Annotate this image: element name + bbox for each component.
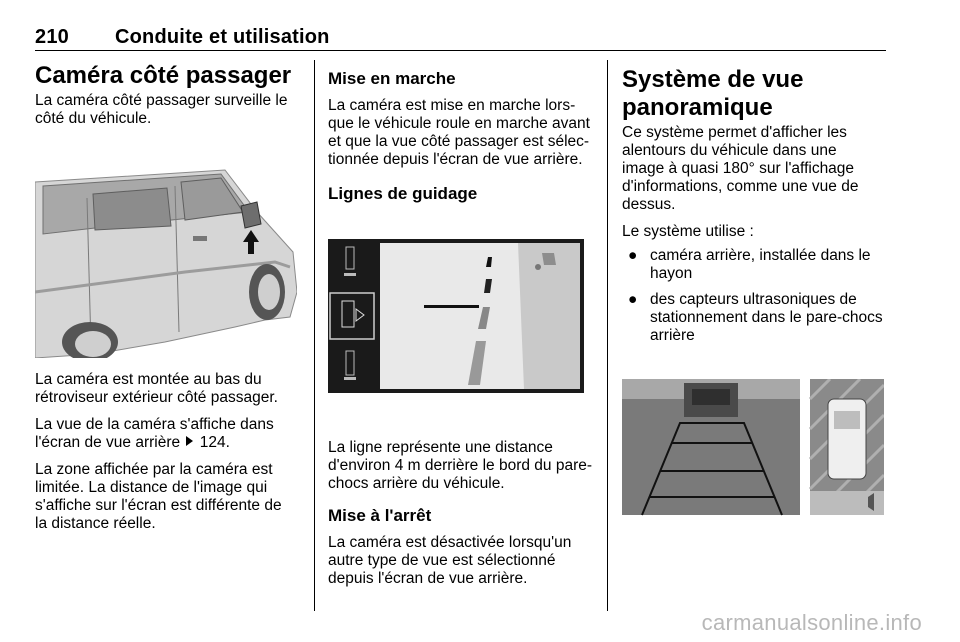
paragraph: La caméra est montée au bas du rétroviseur extérieur côté passager. xyxy=(35,371,278,406)
guide-lines-camera-image xyxy=(328,239,584,393)
paragraph: La caméra est désactivée lorsqu'un autre type de vue est sélectionné depuis l'écran de vue arrière. xyxy=(328,534,572,587)
car-side-illustration xyxy=(35,142,297,358)
header-rule xyxy=(35,50,886,51)
list-item-text: des capteurs ultrasoniques de stationnement dans le pare-chocs arrière xyxy=(650,291,883,344)
column-2 xyxy=(328,68,593,588)
paragraph: Le système utilise : xyxy=(622,223,754,240)
page-reference-icon xyxy=(186,436,193,446)
list-item xyxy=(622,247,886,283)
bullet-icon: ● xyxy=(628,291,638,308)
watermark: carmanualsonline.info xyxy=(701,610,922,635)
paragraph: La caméra côté passager surveille le côté du véhicule. xyxy=(35,92,288,127)
paragraph xyxy=(35,416,297,452)
section-heading: Système de vue panoramique xyxy=(622,66,804,121)
paragraph: La zone affichée par la caméra est limitée. La distance de l'image qui s'affiche sur l'écran est différente de la distance réelle. xyxy=(35,461,282,532)
bullet-list xyxy=(622,247,886,345)
section-heading: Caméra côté passager xyxy=(35,62,292,89)
page-number: 210 xyxy=(35,26,69,48)
panoramic-view-illustration xyxy=(622,379,884,519)
subheading: Lignes de guidage xyxy=(328,184,478,203)
paragraph: La ligne représente une distance d'environ 4 m derrière le bord du pare-chocs arrière du véhicule. xyxy=(328,439,593,492)
column-divider xyxy=(607,60,608,611)
subheading: Mise en marche xyxy=(328,69,456,88)
list-item xyxy=(622,291,886,345)
page-reference[interactable]: 124. xyxy=(199,434,230,451)
subheading: Mise à l'arrêt xyxy=(328,506,432,525)
bullet-icon: ● xyxy=(628,247,638,264)
column-1 xyxy=(35,62,300,533)
paragraph: Ce système permet d'afficher les alentours du véhicule dans une image à quasi 180° sur l'affichage d'informations, comme une vue de dessus. xyxy=(622,124,859,213)
list-item-text: caméra arrière, installée dans le hayon xyxy=(650,247,871,282)
section-title: Conduite et utilisation xyxy=(115,26,330,48)
column-divider xyxy=(314,60,315,611)
paragraph: La caméra est mise en marche lors-que le véhicule roule en marche avant et que la vue côté passager est sélec-tionnée depuis l'écran de vue arrière. xyxy=(328,97,590,168)
page-header xyxy=(35,26,330,49)
paragraph-text: La vue de la caméra s'affiche dans l'écran de vue arrière xyxy=(35,416,274,451)
column-3 xyxy=(622,66,886,519)
